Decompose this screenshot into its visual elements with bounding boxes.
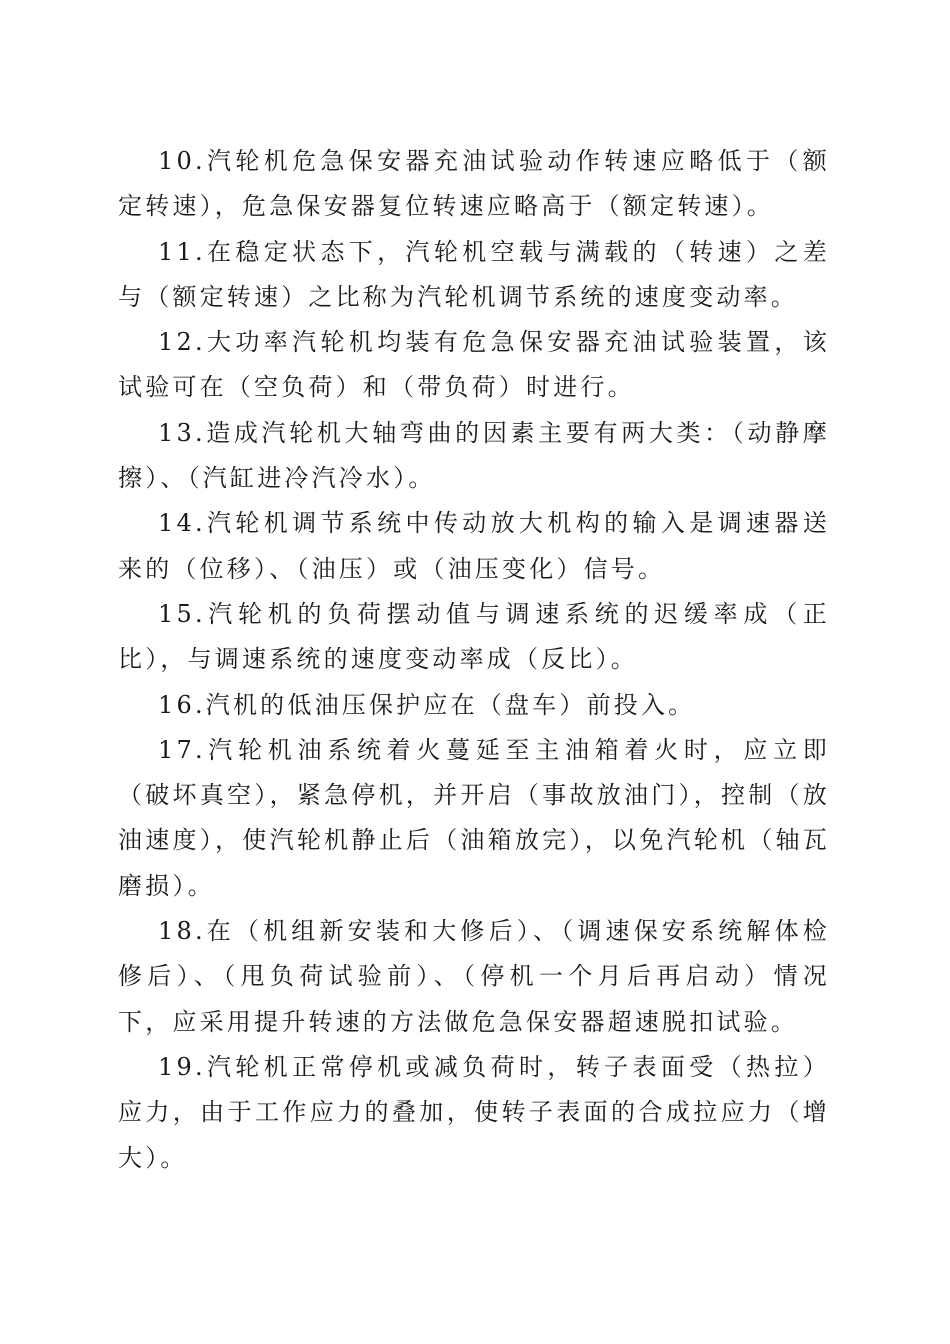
question-17: 17.汽轮机油系统着火蔓延至主油箱着火时，应立即（破坏真空），紧急停机，并开启（事故放油门），控制（放油速度），使汽轮机静止后（油箱放完），以免汽轮机（轴瓦磨损）。 xyxy=(118,735,830,900)
question-11: 11.在稳定状态下，汽轮机空载与满载的（转速）之差与（额定转速）之比称为汽轮机调节系统的速度变动率。 xyxy=(118,237,830,311)
question-15: 15.汽轮机的负荷摆动值与调速系统的迟缓率成（正比），与调速系统的速度变动率成（反比）。 xyxy=(118,599,830,674)
question-14: 14.汽轮机调节系统中传动放大机构的输入是调速器送来的（位移）、（油压）或（油压变化）信号。 xyxy=(118,509,830,583)
question-12: 12.大功率汽轮机均装有危急保安器充油试验装置，该试验可在（空负荷）和（带负荷）时进行。 xyxy=(118,328,830,402)
question-19: 19.汽轮机正常停机或减负荷时，转子表面受（热拉）应力，由于工作应力的叠加，使转子表面的合成拉应力（增大）。 xyxy=(118,1052,830,1172)
document-body xyxy=(118,139,830,1181)
question-13: 13.造成汽轮机大轴弯曲的因素主要有两大类：（动静摩擦）、（汽缸进冷汽冷水）。 xyxy=(118,418,830,493)
question-16: 16.汽机的低油压保护应在（盘车）前投入。 xyxy=(158,690,696,719)
question-10: 10.汽轮机危急保安器充油试验动作转速应略低于（额定转速），危急保安器复位转速应略高于（额定转速）。 xyxy=(118,147,830,221)
question-18: 18.在（机组新安装和大修后）、（调速保安系统解体检修后）、（甩负荷试验前）、（停机一个月后再启动）情况下，应采用提升转速的方法做危急保安器超速脱扣试验。 xyxy=(118,917,830,1036)
